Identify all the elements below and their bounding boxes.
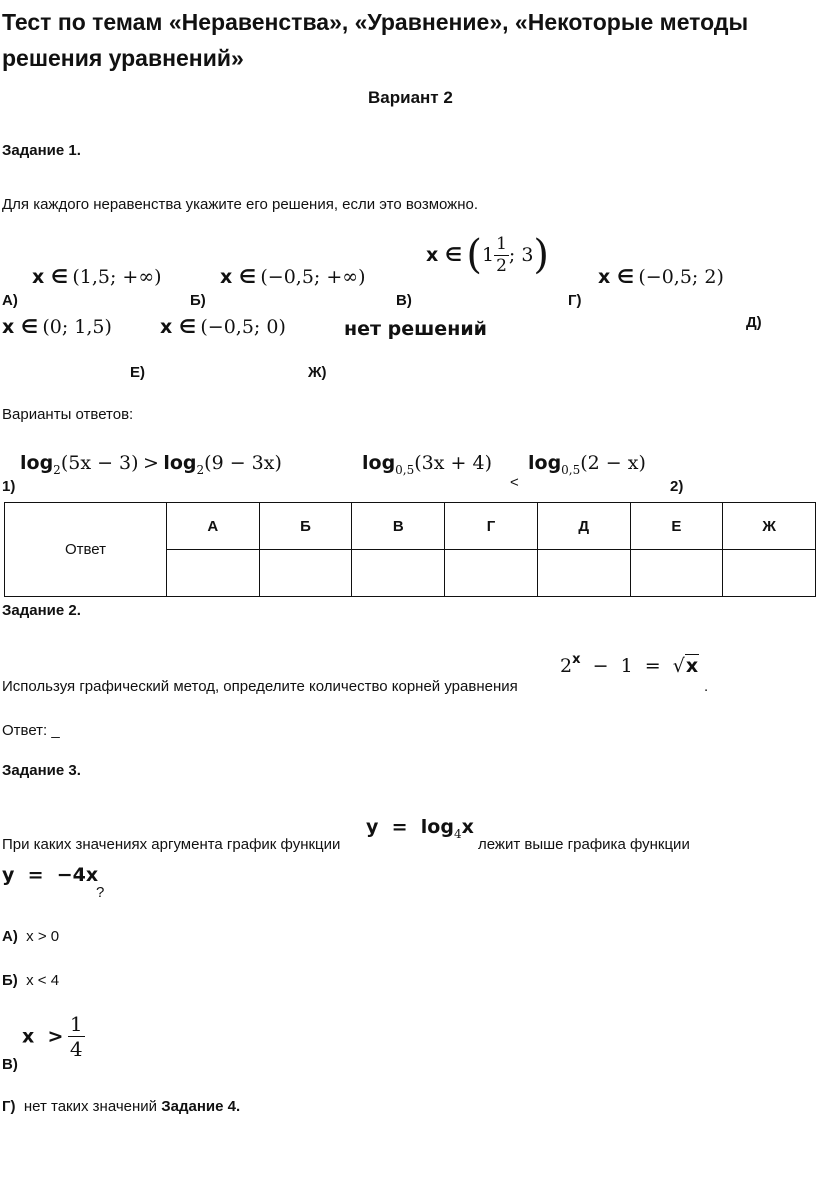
task3-question-mark: ? bbox=[96, 884, 105, 901]
task2-text: Используя графический метод, определите количество корней уравнения bbox=[2, 678, 518, 695]
option-letter-b: Б) bbox=[190, 292, 206, 309]
answer-table bbox=[4, 502, 816, 597]
answers-label: Варианты ответов: bbox=[2, 406, 134, 423]
column-header: Е bbox=[630, 503, 723, 550]
answer-cell-v[interactable] bbox=[352, 550, 445, 597]
task4-heading: Задание 4. bbox=[161, 1098, 241, 1115]
option-letter-d: Д) bbox=[746, 314, 762, 331]
table-header-row bbox=[5, 503, 816, 550]
inequality-1-number: 1) bbox=[2, 478, 16, 495]
column-header: Д bbox=[537, 503, 630, 550]
answer-row-label: Ответ bbox=[5, 503, 167, 597]
option-g-interval: x ∈ (−0,5; 2) bbox=[598, 266, 724, 288]
option-letter-e: Е) bbox=[130, 364, 145, 381]
task3-text-before: При каких значениях аргумента график функции bbox=[2, 836, 341, 853]
task3-function-2: y = −4x bbox=[2, 864, 99, 886]
column-header: Б bbox=[259, 503, 352, 550]
inequality-2-left: $\log_{0,5}(3x + 4)$ bbox=[362, 452, 492, 477]
answer-cell-a[interactable] bbox=[167, 550, 260, 597]
task3-option-a: А) x > 0 bbox=[2, 928, 60, 945]
task3-option-v-expr: x > $\frac{1}{4}$ bbox=[22, 1012, 83, 1061]
option-a-interval: x ∈ (1,5; +∞) bbox=[32, 266, 162, 288]
answer-cell-d[interactable] bbox=[537, 550, 630, 597]
inequality-1: $\log_2(5x - 3) > \log_2(9 - 3x)$ bbox=[20, 452, 282, 477]
column-header: В bbox=[352, 503, 445, 550]
answer-cell-g[interactable] bbox=[445, 550, 538, 597]
option-letter-a: А) bbox=[2, 292, 18, 309]
column-header: Г bbox=[445, 503, 538, 550]
column-header: Ж bbox=[723, 503, 816, 550]
task2-answer: Ответ: _ bbox=[2, 722, 60, 739]
answer-cell-zh[interactable] bbox=[723, 550, 816, 597]
inequality-2-number: 2) bbox=[670, 478, 684, 495]
option-zh-text: нет решений bbox=[344, 318, 487, 340]
option-e-interval: x ∈ (−0,5; 0) bbox=[160, 316, 286, 338]
answer-cell-b[interactable] bbox=[259, 550, 352, 597]
variant-label: Вариант 2 bbox=[368, 88, 453, 107]
task2-period: . bbox=[704, 678, 709, 695]
task3-option-b: Б) x < 4 bbox=[2, 972, 60, 989]
task2-heading: Задание 2. bbox=[2, 602, 81, 619]
answer-cell-e[interactable] bbox=[630, 550, 723, 597]
option-letter-g: Г) bbox=[568, 292, 582, 309]
column-header: А bbox=[167, 503, 260, 550]
option-letter-zh: Ж) bbox=[308, 364, 327, 381]
inequality-2-relation: < bbox=[510, 474, 519, 491]
option-v-interval: x ∈ (1 $\frac{1}{2}$ ; 3) bbox=[426, 232, 550, 278]
task1-instruction: Для каждого неравенства укажите его решения, если это возможно. bbox=[2, 196, 479, 213]
task3-function-1: $y = \log_4x$ bbox=[366, 816, 474, 841]
task3-option-g: Г) нет таких значений Задание 4. bbox=[2, 1098, 241, 1115]
option-letter-v: В) bbox=[396, 292, 412, 309]
task3-text-after: лежит выше графика функции bbox=[478, 836, 690, 853]
task3-heading: Задание 3. bbox=[2, 762, 81, 779]
option-b-interval: x ∈ (−0,5; +∞) bbox=[220, 266, 366, 288]
task2-equation: 2$^x$ − 1 = √x bbox=[560, 652, 699, 677]
task3-option-v-letter: В) bbox=[2, 1056, 18, 1073]
page-title: Тест по темам «Неравенства», «Уравнение», «Некоторые методы решения уравнений» bbox=[2, 9, 749, 71]
task1-heading: Задание 1. bbox=[2, 142, 81, 159]
inequality-2-right: $\log_{0,5}(2 - x)$ bbox=[528, 452, 646, 477]
option-d-interval: x ∈ (0; 1,5) bbox=[2, 316, 112, 338]
